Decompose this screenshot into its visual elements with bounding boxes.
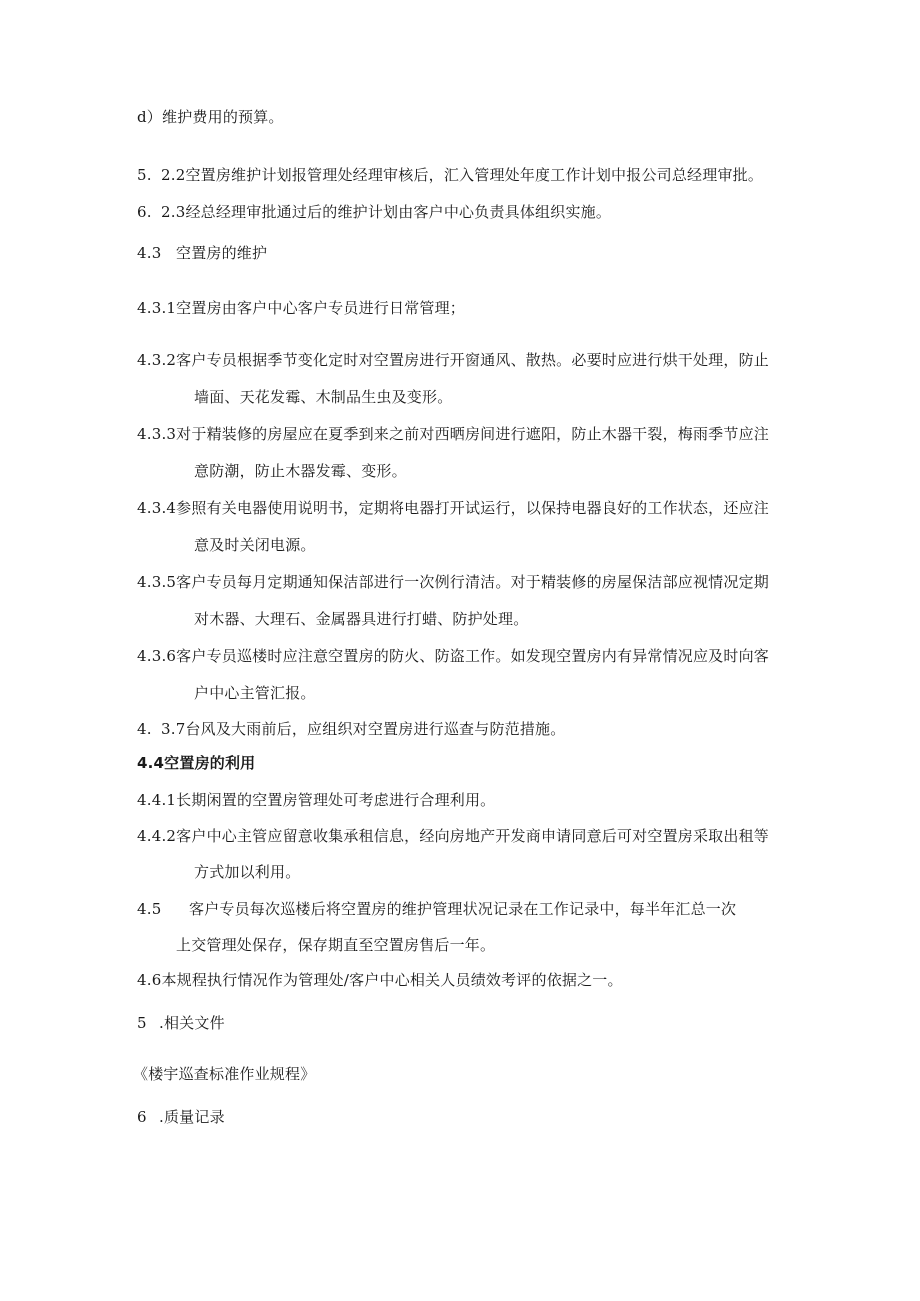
list-item-5: [137, 165, 763, 185]
paragraph-text: 对木器、大理石、金属器具进行打蜡、防护处理。: [194, 610, 529, 628]
section-number: 5: [137, 1014, 147, 1032]
paragraph-4-3-2-line2: [194, 387, 452, 407]
paragraph-text: 墙面、天花发霉、木制品生虫及变形。: [194, 388, 453, 406]
paragraph-4-3-1: [137, 298, 465, 318]
paragraph-text: 4.3.1空置房由客户中心客户专员进行日常管理；: [137, 299, 465, 317]
list-marker: 4.: [137, 720, 152, 738]
list-marker: 5.: [137, 166, 152, 184]
paragraph-text: 3.7台风及大雨前后，应组织对空置房进行巡查与防范措施。: [161, 720, 566, 738]
section-title: .相关文件: [159, 1014, 225, 1032]
section-title: 4.4空置房的利用: [137, 754, 256, 772]
paragraph-text: 4.3.6客户专员巡楼时应注意空置房的防火、防盗工作。如发现空置房内有异常情况应及时向客: [137, 647, 769, 665]
related-document: [133, 1064, 315, 1084]
paragraph-4-5-line2: [176, 935, 495, 955]
paragraph-4-3-3-line1: [137, 424, 769, 444]
paragraph-text: 意防潮，防止木器发霉、变形。: [194, 462, 407, 480]
section-number: 4.3: [137, 244, 162, 262]
paragraph-4-4-1: [137, 790, 495, 810]
section-number: 6: [137, 1108, 147, 1126]
paragraph-4-3-6-line1: [137, 646, 769, 666]
paragraph-text: 客户专员每次巡楼后将空置房的维护管理状况记录在工作记录中，每半年汇总一次: [189, 900, 737, 918]
list-marker: d）: [137, 108, 163, 126]
paragraph-text: 4.3.3对于精装修的房屋应在夏季到来之前对西晒房间进行遮阳，防止木器干裂，梅雨季节应注: [137, 425, 769, 443]
paragraph-text: 户中心主管汇报。: [194, 684, 316, 702]
section-heading-6: [137, 1107, 225, 1127]
list-marker: 6.: [137, 203, 152, 221]
paragraph-text: 4.4.1长期闲置的空置房管理处可考虑进行合理利用。: [137, 791, 496, 809]
paragraph-4-4-2-line1: [137, 826, 769, 846]
paragraph-text: 4.6本规程执行情况作为管理处/客户中心相关人员绩效考评的依据之一。: [137, 971, 623, 989]
list-item-6: [137, 202, 611, 222]
paragraph-4-3-5-line2: [194, 609, 528, 629]
section-heading-5: [137, 1013, 225, 1033]
paragraph-4-4-2-line2: [194, 862, 300, 882]
list-item-d: [137, 107, 284, 127]
paragraph-4-3-7: [137, 719, 565, 739]
paragraph-4-3-3-line2: [194, 461, 407, 481]
list-item-text: 2.3经总经理审批通过后的维护计划由客户中心负责具体组织实施。: [161, 203, 612, 221]
paragraph-4-3-5-line1: [137, 572, 769, 592]
document-reference: 《楼宇巡查标准作业规程》: [133, 1065, 316, 1083]
section-title: 空置房的维护: [176, 244, 268, 262]
section-title: .质量记录: [159, 1108, 225, 1126]
paragraph-text: 上交管理处保存，保存期直至空置房售后一年。: [176, 936, 496, 954]
paragraph-4-5-line1: [137, 899, 736, 919]
list-item-text: 维护费用的预算。: [162, 108, 284, 126]
paragraph-text: 4.3.4参照有关电器使用说明书，定期将电器打开试运行，以保持电器良好的工作状态，还应注: [137, 499, 769, 517]
paragraph-text: 意及时关闭电源。: [194, 536, 316, 554]
paragraph-4-3-2-line1: [137, 350, 769, 370]
paragraph-4-3-6-line2: [194, 683, 316, 703]
paragraph-4-3-4-line1: [137, 498, 769, 518]
paragraph-text: 4.3.2客户专员根据季节变化定时对空置房进行开窗通风、散热。必要时应进行烘干处理，防止: [137, 351, 769, 369]
paragraph-text: 方式加以利用。: [194, 863, 301, 881]
section-heading-4-4: [137, 753, 255, 773]
section-number: 4.5: [137, 900, 162, 918]
paragraph-4-3-4-line2: [194, 535, 316, 555]
paragraph-text: 4.4.2客户中心主管应留意收集承租信息，经向房地产开发商申请同意后可对空置房采取出租等: [137, 827, 769, 845]
paragraph-4-6: [137, 970, 623, 990]
paragraph-text: 4.3.5客户专员每月定期通知保洁部进行一次例行清洁。对于精装修的房屋保洁部应视情况定期: [137, 573, 769, 591]
list-item-text: 2.2空置房维护计划报管理处经理审核后，汇入管理处年度工作计划中报公司总经理审批。: [161, 166, 764, 184]
section-heading-4-3: [137, 243, 267, 263]
